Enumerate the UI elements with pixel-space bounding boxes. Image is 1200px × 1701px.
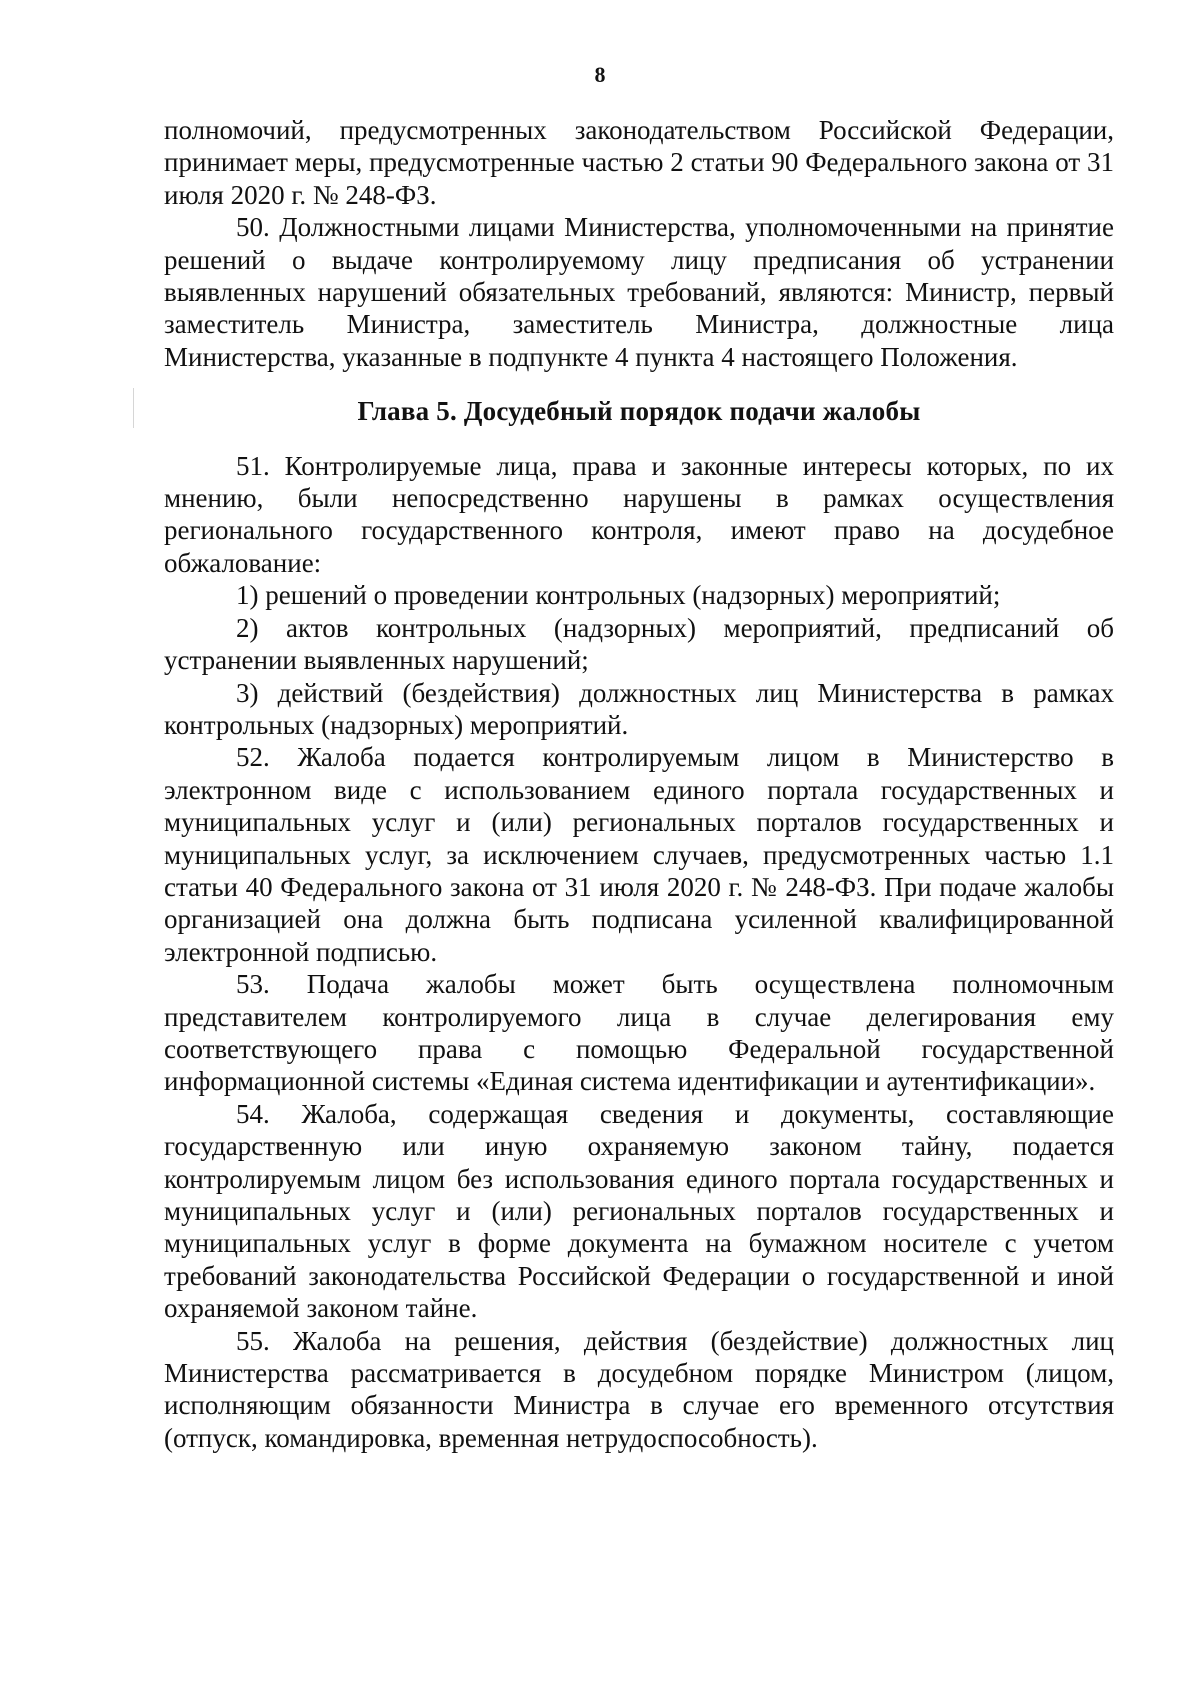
paragraph-51-item-2: 2) актов контрольных (надзорных) мероприятий, предписаний об устранении выявленных нарушений; (164, 612, 1114, 676)
document-body (164, 114, 1114, 1454)
page-number: 8 (594, 62, 606, 87)
paragraph-50: 50. Должностными лицами Министерства, уполномоченными на принятие решений о выдаче контролируемому лицу предписания об устранении выявленных нарушений обязательных требований, являются: Министр, первый заместитель Министра, заместитель Министра, должностные лица Министерства, указанные в подпункте 4 пункта 4 настоящего Положения. (164, 212, 1114, 372)
chapter-heading: Глава 5. Досудебный порядок подачи жалобы (357, 396, 921, 427)
paragraph-51-item-1: 1) решений о проведении контрольных (надзорных) мероприятий; (236, 580, 1001, 611)
paragraph-51-item-3: 3) действий (бездействия) должностных лиц Министерства в рамках контрольных (надзорных) мероприятий. (164, 677, 1114, 740)
paragraph-continuation: полномочий, предусмотренных законодательством Российской Федерации, принимает меры, предусмотренные частью 2 статьи 90 Федерального закона от 31 июля 2020 г. № 248-ФЗ. (164, 115, 1114, 210)
paragraph-52: 52. Жалоба подается контролируемым лицом в Министерство в электронном виде с использованием единого портала государственных и муниципальных услуг и (или) региональных порталов государственных и муниципальных услуг, за исключением случаев, предусмотренных частью 1.1 статьи 40 Федерального закона от 31 июля 2020 г. № 248-ФЗ. При подаче жалобы организацией она должна быть подписана усиленной квалифицированной электронной подписью. (164, 742, 1114, 967)
paragraph-51: 51. Контролируемые лица, права и законные интересы которых, по их мнению, были непосредственно нарушены в рамках осуществления регионального государственного контроля, имеют право на досудебное обжалование: (164, 450, 1114, 578)
paragraph-53: 53. Подача жалобы может быть осуществлена полномочным представителем контролируемого лица в случае делегирования ему соответствующего права с помощью Федеральной государственной информационной системы «Единая система идентификации и аутентификации». (164, 969, 1114, 1097)
margin-mark (133, 388, 134, 428)
paragraph-55: 55. Жалоба на решения, действия (бездействие) должностных лиц Министерства рассматривается в досудебном порядке Министром (лицом, исполняющим обязанности Министра в случае его временного отсутствия (отпуск, командировка, временная нетрудоспособность). (164, 1325, 1114, 1453)
paragraph-54: 54. Жалоба, содержащая сведения и документы, составляющие государственную или иную охраняемую законом тайну, подается контролируемым лицом без использования единого портала государственных и муниципальных услуг и (или) региональных порталов государственных и муниципальных услуг в форме документа на бумажном носителе с учетом требований законодательства Российской Федерации о государственной и иной охраняемой законом тайне. (164, 1098, 1114, 1324)
